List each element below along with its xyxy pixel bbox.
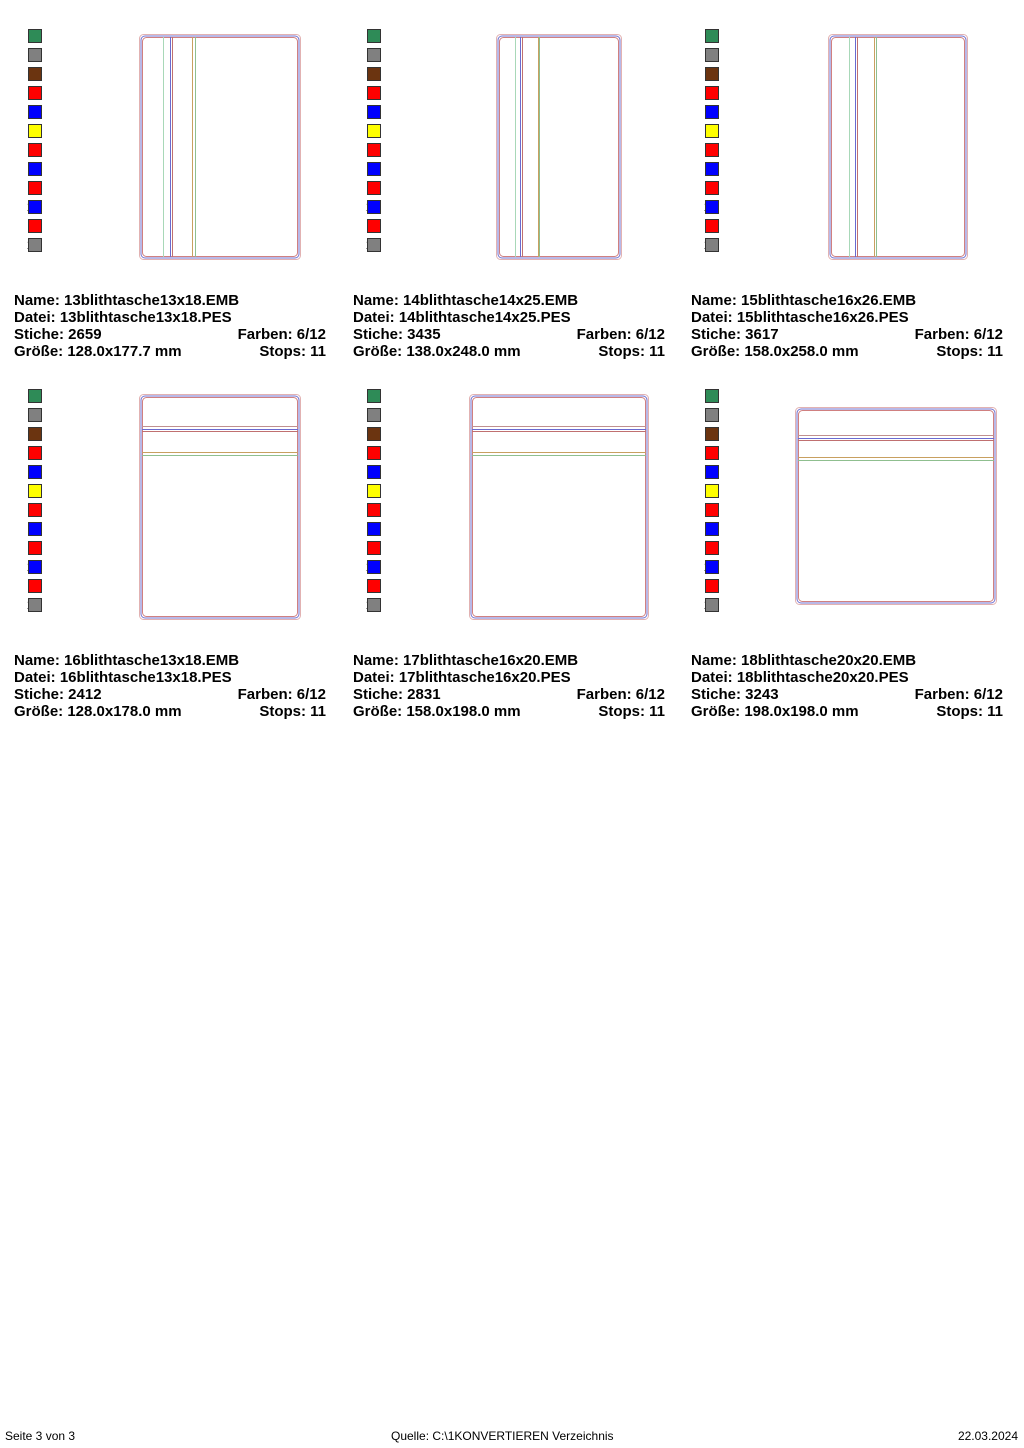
color-swatch <box>28 48 42 62</box>
design-size: Größe: 138.0x248.0 mm <box>353 343 521 360</box>
footer-date: 22.03.2024 <box>957 1429 1018 1443</box>
color-swatch <box>28 503 42 517</box>
design-file: Datei: 14blithtasche14x25.PES <box>353 309 571 326</box>
color-swatch <box>367 143 381 157</box>
color-swatch <box>28 219 42 233</box>
design-preview <box>828 34 968 260</box>
design-info <box>14 652 326 720</box>
color-swatch <box>705 143 719 157</box>
info-line <box>691 652 1003 669</box>
color-swatch-row <box>691 503 731 517</box>
color-swatch-row <box>14 503 54 517</box>
color-swatch <box>367 579 381 593</box>
color-swatch <box>28 105 42 119</box>
color-swatch <box>28 541 42 555</box>
design-outline <box>470 395 649 620</box>
design-outline <box>832 38 965 257</box>
color-swatch <box>28 598 42 612</box>
design-name: Name: 18blithtasche20x20.EMB <box>691 652 917 669</box>
design-file: Datei: 17blithtasche16x20.PES <box>353 669 571 686</box>
color-swatch-row <box>691 162 731 176</box>
color-swatch <box>367 29 381 43</box>
color-swatch <box>705 389 719 403</box>
stitch-count: Stiche: 3243 <box>691 686 779 703</box>
color-swatch <box>28 427 42 441</box>
design-name: Name: 15blithtasche16x26.EMB <box>691 292 917 309</box>
info-line <box>691 703 1003 720</box>
stop-count: Stops: 11 <box>936 703 1003 720</box>
stop-count: Stops: 11 <box>259 703 326 720</box>
color-swatch <box>705 503 719 517</box>
color-swatch-row <box>353 598 393 612</box>
color-count: Farben: 6/12 <box>576 326 665 343</box>
info-line <box>353 326 665 343</box>
design-name: Name: 14blithtasche14x25.EMB <box>353 292 579 309</box>
color-swatch-row <box>14 427 54 441</box>
color-swatch-row <box>14 598 54 612</box>
footer-page: Seite 3 von 3 <box>5 1429 76 1443</box>
design-name: Name: 13blithtasche13x18.EMB <box>14 292 240 309</box>
color-swatch-row <box>14 408 54 422</box>
design-file: Datei: 13blithtasche13x18.PES <box>14 309 232 326</box>
color-swatch-row <box>353 408 393 422</box>
stitch-count: Stiche: 2412 <box>14 686 102 703</box>
color-swatch <box>367 484 381 498</box>
design-outline <box>473 398 646 617</box>
color-swatch-row <box>353 541 393 555</box>
color-swatch-row <box>14 389 54 403</box>
color-swatch <box>28 238 42 252</box>
color-swatch-row <box>14 579 54 593</box>
color-swatch-row <box>353 560 393 574</box>
info-line <box>14 343 326 360</box>
color-swatch-row <box>353 579 393 593</box>
color-swatch <box>367 238 381 252</box>
design-card <box>691 29 1021 359</box>
color-swatch-row <box>353 503 393 517</box>
color-swatch-row <box>353 522 393 536</box>
color-swatch <box>367 465 381 479</box>
color-count: Farben: 6/12 <box>576 686 665 703</box>
color-swatch <box>705 86 719 100</box>
stitch-count: Stiche: 3617 <box>691 326 779 343</box>
design-preview <box>469 394 649 620</box>
color-swatch-row <box>14 162 54 176</box>
color-swatch-row <box>353 86 393 100</box>
info-line <box>353 703 665 720</box>
design-card <box>14 29 344 359</box>
color-swatch <box>367 200 381 214</box>
color-swatch-row <box>353 67 393 81</box>
color-swatch <box>705 541 719 555</box>
info-line <box>14 309 326 326</box>
info-line <box>691 309 1003 326</box>
color-swatch <box>705 124 719 138</box>
color-swatch <box>28 86 42 100</box>
design-file: Datei: 15blithtasche16x26.PES <box>691 309 909 326</box>
design-outline <box>140 395 301 620</box>
color-swatch <box>367 105 381 119</box>
color-swatch <box>28 124 42 138</box>
color-swatch <box>28 484 42 498</box>
info-line <box>14 703 326 720</box>
color-swatch <box>705 522 719 536</box>
color-swatch <box>705 465 719 479</box>
color-swatch-row <box>691 105 731 119</box>
color-swatch-row <box>353 48 393 62</box>
footer-source: Quelle: C:\1KONVERTIEREN Verzeichnis <box>391 1429 614 1443</box>
color-swatch <box>367 219 381 233</box>
color-swatch <box>367 408 381 422</box>
color-swatch-row <box>353 162 393 176</box>
stitch-count: Stiche: 2831 <box>353 686 441 703</box>
color-swatch-row <box>353 465 393 479</box>
color-swatch <box>28 162 42 176</box>
color-swatch-row <box>14 484 54 498</box>
color-swatch <box>705 484 719 498</box>
color-swatch <box>367 48 381 62</box>
color-swatch-row <box>691 560 731 574</box>
color-swatch-row <box>14 219 54 233</box>
color-swatch-row <box>14 522 54 536</box>
color-swatch <box>28 181 42 195</box>
info-line <box>691 326 1003 343</box>
design-info <box>353 652 665 720</box>
info-line <box>14 652 326 669</box>
stop-count: Stops: 11 <box>936 343 1003 360</box>
color-swatch-row <box>14 67 54 81</box>
stop-count: Stops: 11 <box>259 343 326 360</box>
color-swatch-row <box>14 29 54 43</box>
color-swatch-row <box>691 389 731 403</box>
design-name: Name: 17blithtasche16x20.EMB <box>353 652 579 669</box>
color-swatch-row <box>353 427 393 441</box>
design-outline <box>498 36 620 258</box>
color-count: Farben: 6/12 <box>914 326 1003 343</box>
design-outline <box>143 398 298 617</box>
color-swatch-row <box>691 181 731 195</box>
color-swatch-row <box>14 238 54 252</box>
color-swatch <box>705 238 719 252</box>
info-line <box>353 669 665 686</box>
design-preview <box>139 394 301 620</box>
color-swatch <box>367 598 381 612</box>
info-line <box>691 686 1003 703</box>
color-swatch <box>705 219 719 233</box>
color-swatch-row <box>353 238 393 252</box>
color-swatch-row <box>691 484 731 498</box>
info-line <box>353 343 665 360</box>
design-size: Größe: 128.0x178.0 mm <box>14 703 182 720</box>
color-swatch-row <box>14 86 54 100</box>
design-info <box>691 652 1003 720</box>
color-swatch <box>705 446 719 460</box>
color-swatch-row <box>691 238 731 252</box>
color-swatch-row <box>353 446 393 460</box>
info-line <box>14 686 326 703</box>
color-swatch <box>28 560 42 574</box>
design-preview <box>496 34 622 260</box>
color-count: Farben: 6/12 <box>237 326 326 343</box>
info-line <box>691 292 1003 309</box>
color-swatch <box>705 200 719 214</box>
color-swatch <box>705 579 719 593</box>
color-swatch-row <box>353 105 393 119</box>
color-swatch-row <box>14 446 54 460</box>
design-outline <box>500 38 619 257</box>
stop-count: Stops: 11 <box>598 703 665 720</box>
info-line <box>14 326 326 343</box>
info-line <box>14 669 326 686</box>
color-swatch <box>28 465 42 479</box>
color-swatch <box>28 389 42 403</box>
color-swatch-row <box>14 124 54 138</box>
color-swatch <box>705 162 719 176</box>
color-swatch <box>705 181 719 195</box>
color-swatch-row <box>691 200 731 214</box>
color-swatch <box>367 124 381 138</box>
color-swatch-row <box>353 200 393 214</box>
color-swatch <box>705 408 719 422</box>
info-line <box>353 652 665 669</box>
color-swatch-row <box>691 522 731 536</box>
color-swatch-row <box>691 219 731 233</box>
color-swatch <box>367 162 381 176</box>
color-swatch-row <box>14 105 54 119</box>
design-outline <box>796 408 997 605</box>
color-swatch-row <box>691 579 731 593</box>
color-swatch-row <box>14 200 54 214</box>
color-swatch-row <box>691 465 731 479</box>
design-card <box>353 29 683 359</box>
design-preview <box>139 34 301 260</box>
color-swatch-row <box>14 181 54 195</box>
color-swatch <box>28 579 42 593</box>
info-line <box>691 343 1003 360</box>
color-swatch <box>28 522 42 536</box>
color-swatch-row <box>691 427 731 441</box>
color-swatch-row <box>691 143 731 157</box>
color-swatch-row <box>691 124 731 138</box>
design-file: Datei: 18blithtasche20x20.PES <box>691 669 909 686</box>
color-swatch-row <box>353 484 393 498</box>
color-count: Farben: 6/12 <box>914 686 1003 703</box>
info-line <box>691 669 1003 686</box>
color-swatch <box>367 427 381 441</box>
color-swatch <box>705 560 719 574</box>
color-swatch <box>367 541 381 555</box>
color-swatch <box>367 181 381 195</box>
color-swatch <box>705 105 719 119</box>
info-line <box>14 292 326 309</box>
color-swatch <box>705 598 719 612</box>
design-size: Größe: 128.0x177.7 mm <box>14 343 182 360</box>
color-swatch <box>28 143 42 157</box>
color-swatch <box>28 408 42 422</box>
color-swatch <box>367 522 381 536</box>
color-swatch-row <box>353 181 393 195</box>
color-count: Farben: 6/12 <box>237 686 326 703</box>
stitch-count: Stiche: 2659 <box>14 326 102 343</box>
color-swatch-row <box>14 143 54 157</box>
color-swatch <box>28 29 42 43</box>
color-swatch-row <box>14 541 54 555</box>
design-outline <box>141 36 299 258</box>
color-swatch-row <box>353 143 393 157</box>
design-outline <box>143 38 298 257</box>
color-swatch-row <box>14 560 54 574</box>
color-swatch <box>705 67 719 81</box>
design-size: Größe: 198.0x198.0 mm <box>691 703 859 720</box>
color-swatch <box>367 560 381 574</box>
info-line <box>353 292 665 309</box>
color-swatch-row <box>691 67 731 81</box>
color-swatch-row <box>691 446 731 460</box>
design-size: Größe: 158.0x258.0 mm <box>691 343 859 360</box>
color-swatch <box>28 67 42 81</box>
color-swatch-row <box>353 219 393 233</box>
design-file: Datei: 16blithtasche13x18.PES <box>14 669 232 686</box>
color-swatch <box>28 446 42 460</box>
color-swatch <box>367 67 381 81</box>
design-info <box>353 292 665 360</box>
design-card <box>353 389 683 719</box>
design-info <box>691 292 1003 360</box>
color-swatch-row <box>691 408 731 422</box>
design-outline <box>799 411 994 602</box>
color-swatch-row <box>14 48 54 62</box>
color-swatch <box>28 200 42 214</box>
design-outline <box>830 36 966 258</box>
color-swatch-row <box>691 598 731 612</box>
design-info <box>14 292 326 360</box>
stitch-count: Stiche: 3435 <box>353 326 441 343</box>
color-swatch <box>705 29 719 43</box>
info-line <box>353 309 665 326</box>
color-swatch-row <box>14 465 54 479</box>
color-swatch <box>705 427 719 441</box>
color-swatch <box>367 446 381 460</box>
stop-count: Stops: 11 <box>598 343 665 360</box>
design-name: Name: 16blithtasche13x18.EMB <box>14 652 240 669</box>
color-swatch-row <box>691 48 731 62</box>
color-swatch-row <box>691 86 731 100</box>
design-size: Größe: 158.0x198.0 mm <box>353 703 521 720</box>
color-swatch <box>705 48 719 62</box>
design-preview <box>795 407 997 605</box>
color-swatch <box>367 389 381 403</box>
info-line <box>353 686 665 703</box>
design-card <box>691 389 1021 719</box>
color-swatch-row <box>353 29 393 43</box>
color-swatch <box>367 503 381 517</box>
color-swatch-row <box>353 389 393 403</box>
color-swatch-row <box>353 124 393 138</box>
color-swatch-row <box>691 541 731 555</box>
design-card <box>14 389 344 719</box>
color-swatch <box>367 86 381 100</box>
color-swatch-row <box>691 29 731 43</box>
